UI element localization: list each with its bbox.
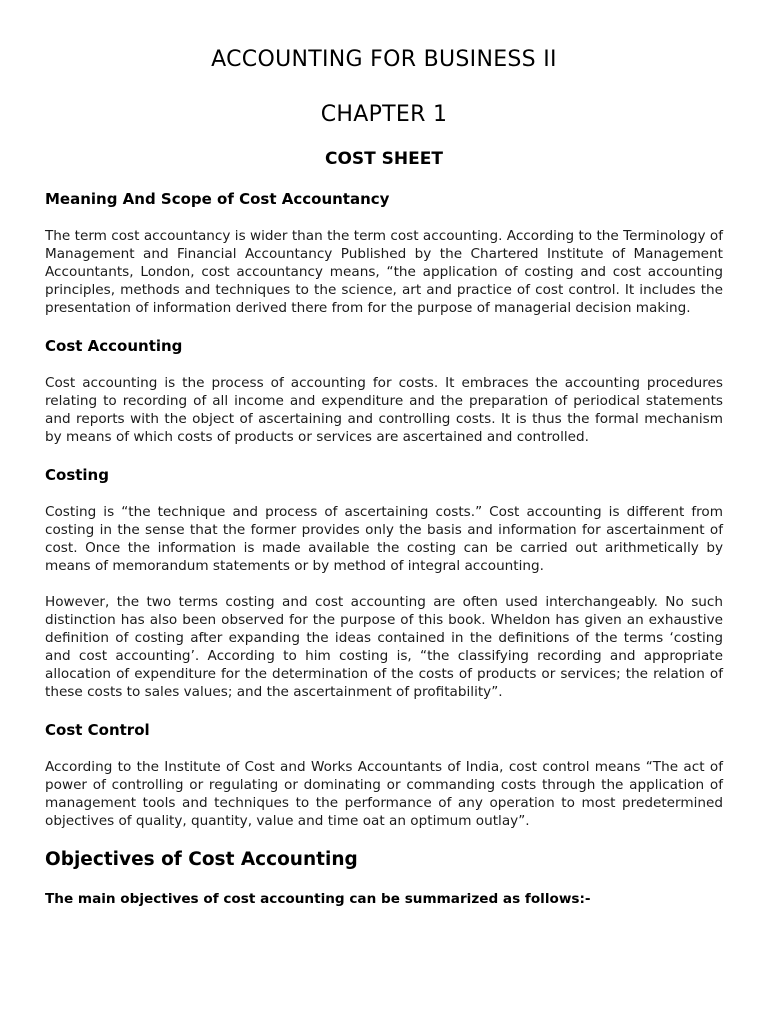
section-heading-costing: Costing [45,466,109,484]
section-heading-cost-control: Cost Control [45,721,150,739]
paragraph-cost-control: According to the Institute of Cost and Works Accountants of India, cost control means “The act of power of controlling or regulating or dominating or commanding costs through the application of management tools and techniques to the performance of any operation to most predetermined objectives of quality, quantity, value and time oat an optimum outlay”. [45,759,723,829]
section-heading-meaning: Meaning And Scope of Cost Accountancy [45,190,390,208]
paragraph-meaning: The term cost accountancy is wider than the term cost accounting. According to the Terminology of Management and Financial Accountancy Published by the Chartered Institute of Management Accountants, London, cost accountancy means, “the application of costing and cost accounting principles, methods and techniques to the science, art and practice of cost control. It includes the presentation of information derived there from for the purpose of managerial decision making. [45,228,723,316]
objectives-lead-text: The main objectives of cost accounting can be summarized as follows:- [45,891,591,907]
document-page [45,40,723,907]
section-heading-objectives: Objectives of Cost Accounting [45,849,358,870]
paragraph-cost-accounting: Cost accounting is the process of accounting for costs. It embraces the accounting procedures relating to recording of all income and expenditure and the preparation of periodical statements and reports with the object of ascertaining and controlling costs. It is thus the formal mechanism by means of which costs of products or services are ascertained and controlled. [45,375,723,445]
chapter-heading: CHAPTER 1 [320,102,448,127]
paragraph-costing-2: However, the two terms costing and cost accounting are often used interchangeably. No such distinction has also been observed for the purpose of this book. Wheldon has given an exhaustive definition of costing after expanding the ideas contained in the definitions of the terms ‘costing and cost accounting’. According to him costing is, “the classifying recording and appropriate allocation of expenditure for the determination of the costs of products or services; the relation of these costs to sales values; and the ascertainment of profitability”. [45,594,723,700]
section-heading-cost-accounting: Cost Accounting [45,337,183,355]
document-title: ACCOUNTING FOR BUSINESS II [211,47,557,72]
paragraph-costing-1: Costing is “the technique and process of ascertaining costs.” Cost accounting is different from costing in the sense that the former provides only the basis and information for ascertainment of cost. Once the information is made available the costing can be carried out arithmetically by means of memorandum statements or by method of integral accounting. [45,504,723,574]
chapter-subtitle: COST SHEET [325,149,443,169]
